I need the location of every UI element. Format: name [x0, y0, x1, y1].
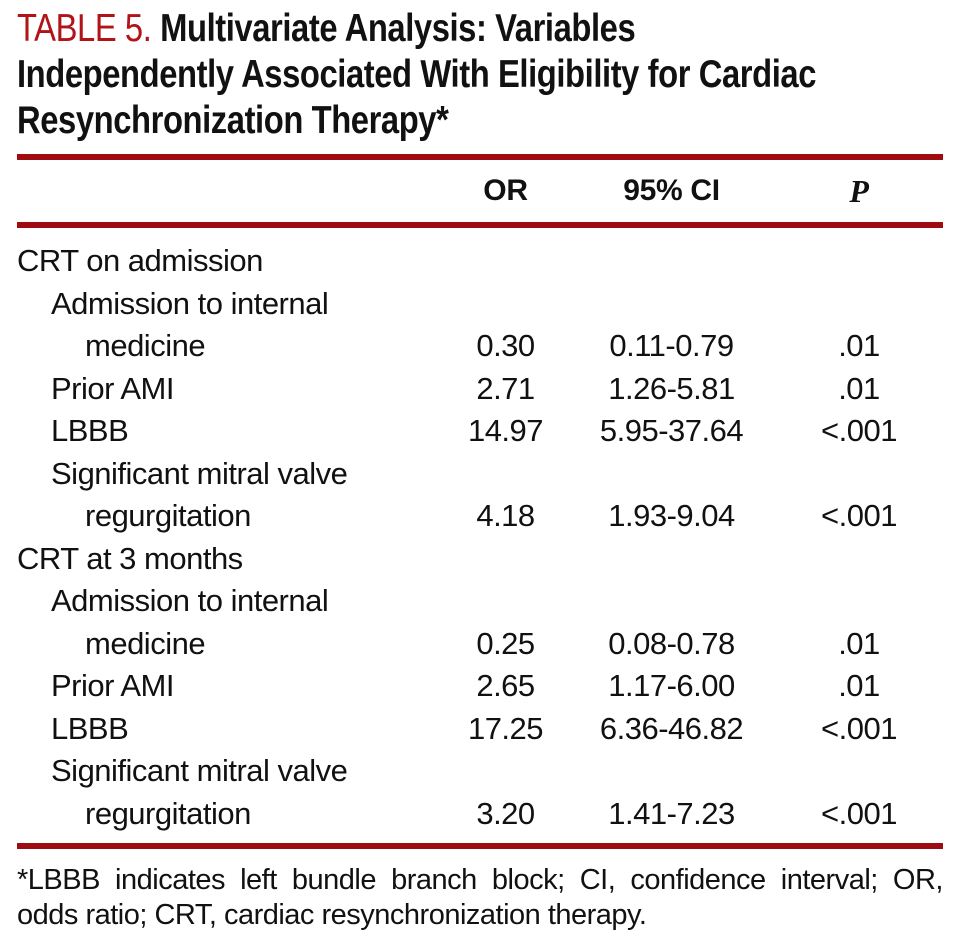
cell-ci: 0.08-0.78 [608, 625, 735, 661]
bottom-rule [17, 843, 943, 849]
table-row [17, 665, 943, 708]
cell-ci: 0.11-0.79 [609, 328, 734, 363]
table-row [17, 793, 943, 836]
header-or: OR [483, 174, 528, 207]
row-label: CRT on admission [17, 243, 263, 278]
table-header-row [17, 160, 943, 222]
cell-p: <.001 [821, 710, 897, 746]
cell-p: <.001 [821, 413, 897, 448]
row-label: regurgitation [85, 498, 251, 533]
row-label: regurgitation [85, 795, 251, 831]
cell-or: 14.97 [467, 413, 544, 448]
table-title [17, 6, 944, 144]
row-label: LBBB [51, 413, 129, 448]
table-body [17, 228, 943, 839]
table-row [17, 623, 943, 666]
table-row [17, 410, 943, 453]
table-title-line2: Independently Associated With Eligibility for Cardiac [17, 53, 816, 96]
row-label: Prior AMI [51, 668, 174, 703]
cell-p: .01 [838, 625, 880, 661]
table-row [17, 325, 943, 368]
table-row [17, 580, 943, 623]
cell-p: <.001 [821, 795, 897, 831]
table-row [17, 750, 943, 793]
cell-p: <.001 [821, 498, 897, 533]
table-row [17, 240, 943, 283]
table-title-text: Multivariate Analysis: Variables [160, 7, 636, 50]
table-row [17, 453, 943, 496]
row-label: Admission to internal [51, 583, 329, 618]
row-label: medicine [85, 328, 206, 363]
table-row [17, 538, 943, 581]
cell-ci: 6.36-46.82 [599, 710, 744, 746]
header-ci: 95% CI [623, 174, 720, 207]
cell-ci: 5.95-37.64 [599, 413, 744, 448]
cell-or: 3.20 [476, 795, 535, 831]
row-label: CRT at 3 months [17, 540, 243, 576]
table-row [17, 495, 943, 538]
row-label: Prior AMI [51, 370, 174, 406]
cell-ci: 1.93-9.04 [608, 498, 735, 533]
row-label: Admission to internal [51, 285, 329, 321]
table-number-label: TABLE 5. [17, 7, 152, 50]
cell-p: .01 [838, 668, 880, 703]
cell-p: .01 [838, 328, 880, 363]
cell-or: 2.65 [476, 668, 535, 703]
cell-or: 17.25 [467, 710, 544, 746]
table-row [17, 708, 943, 751]
row-label: medicine [85, 625, 206, 661]
cell-or: 0.30 [476, 328, 535, 363]
table-row [17, 283, 943, 326]
header-p: P [849, 172, 869, 209]
cell-ci: 1.41-7.23 [608, 795, 735, 831]
cell-or: 2.71 [476, 370, 535, 406]
cell-or: 0.25 [476, 625, 535, 661]
table-row [17, 368, 943, 411]
cell-p: .01 [838, 370, 880, 406]
row-label: Significant mitral valve [51, 753, 348, 788]
row-label: Significant mitral valve [51, 455, 348, 491]
table-title-line3: Resynchronization Therapy* [17, 99, 449, 142]
cell-or: 4.18 [476, 498, 535, 533]
cell-ci: 1.17-6.00 [608, 668, 735, 703]
table-footnote: *LBBB indicates left bundle branch block; CI, confidence interval; OR, odds ratio; CRT, cardiac resynchronization therapy. [17, 864, 943, 931]
cell-ci: 1.26-5.81 [608, 370, 735, 406]
table-title-line1 [17, 6, 944, 52]
row-label: LBBB [51, 710, 129, 746]
